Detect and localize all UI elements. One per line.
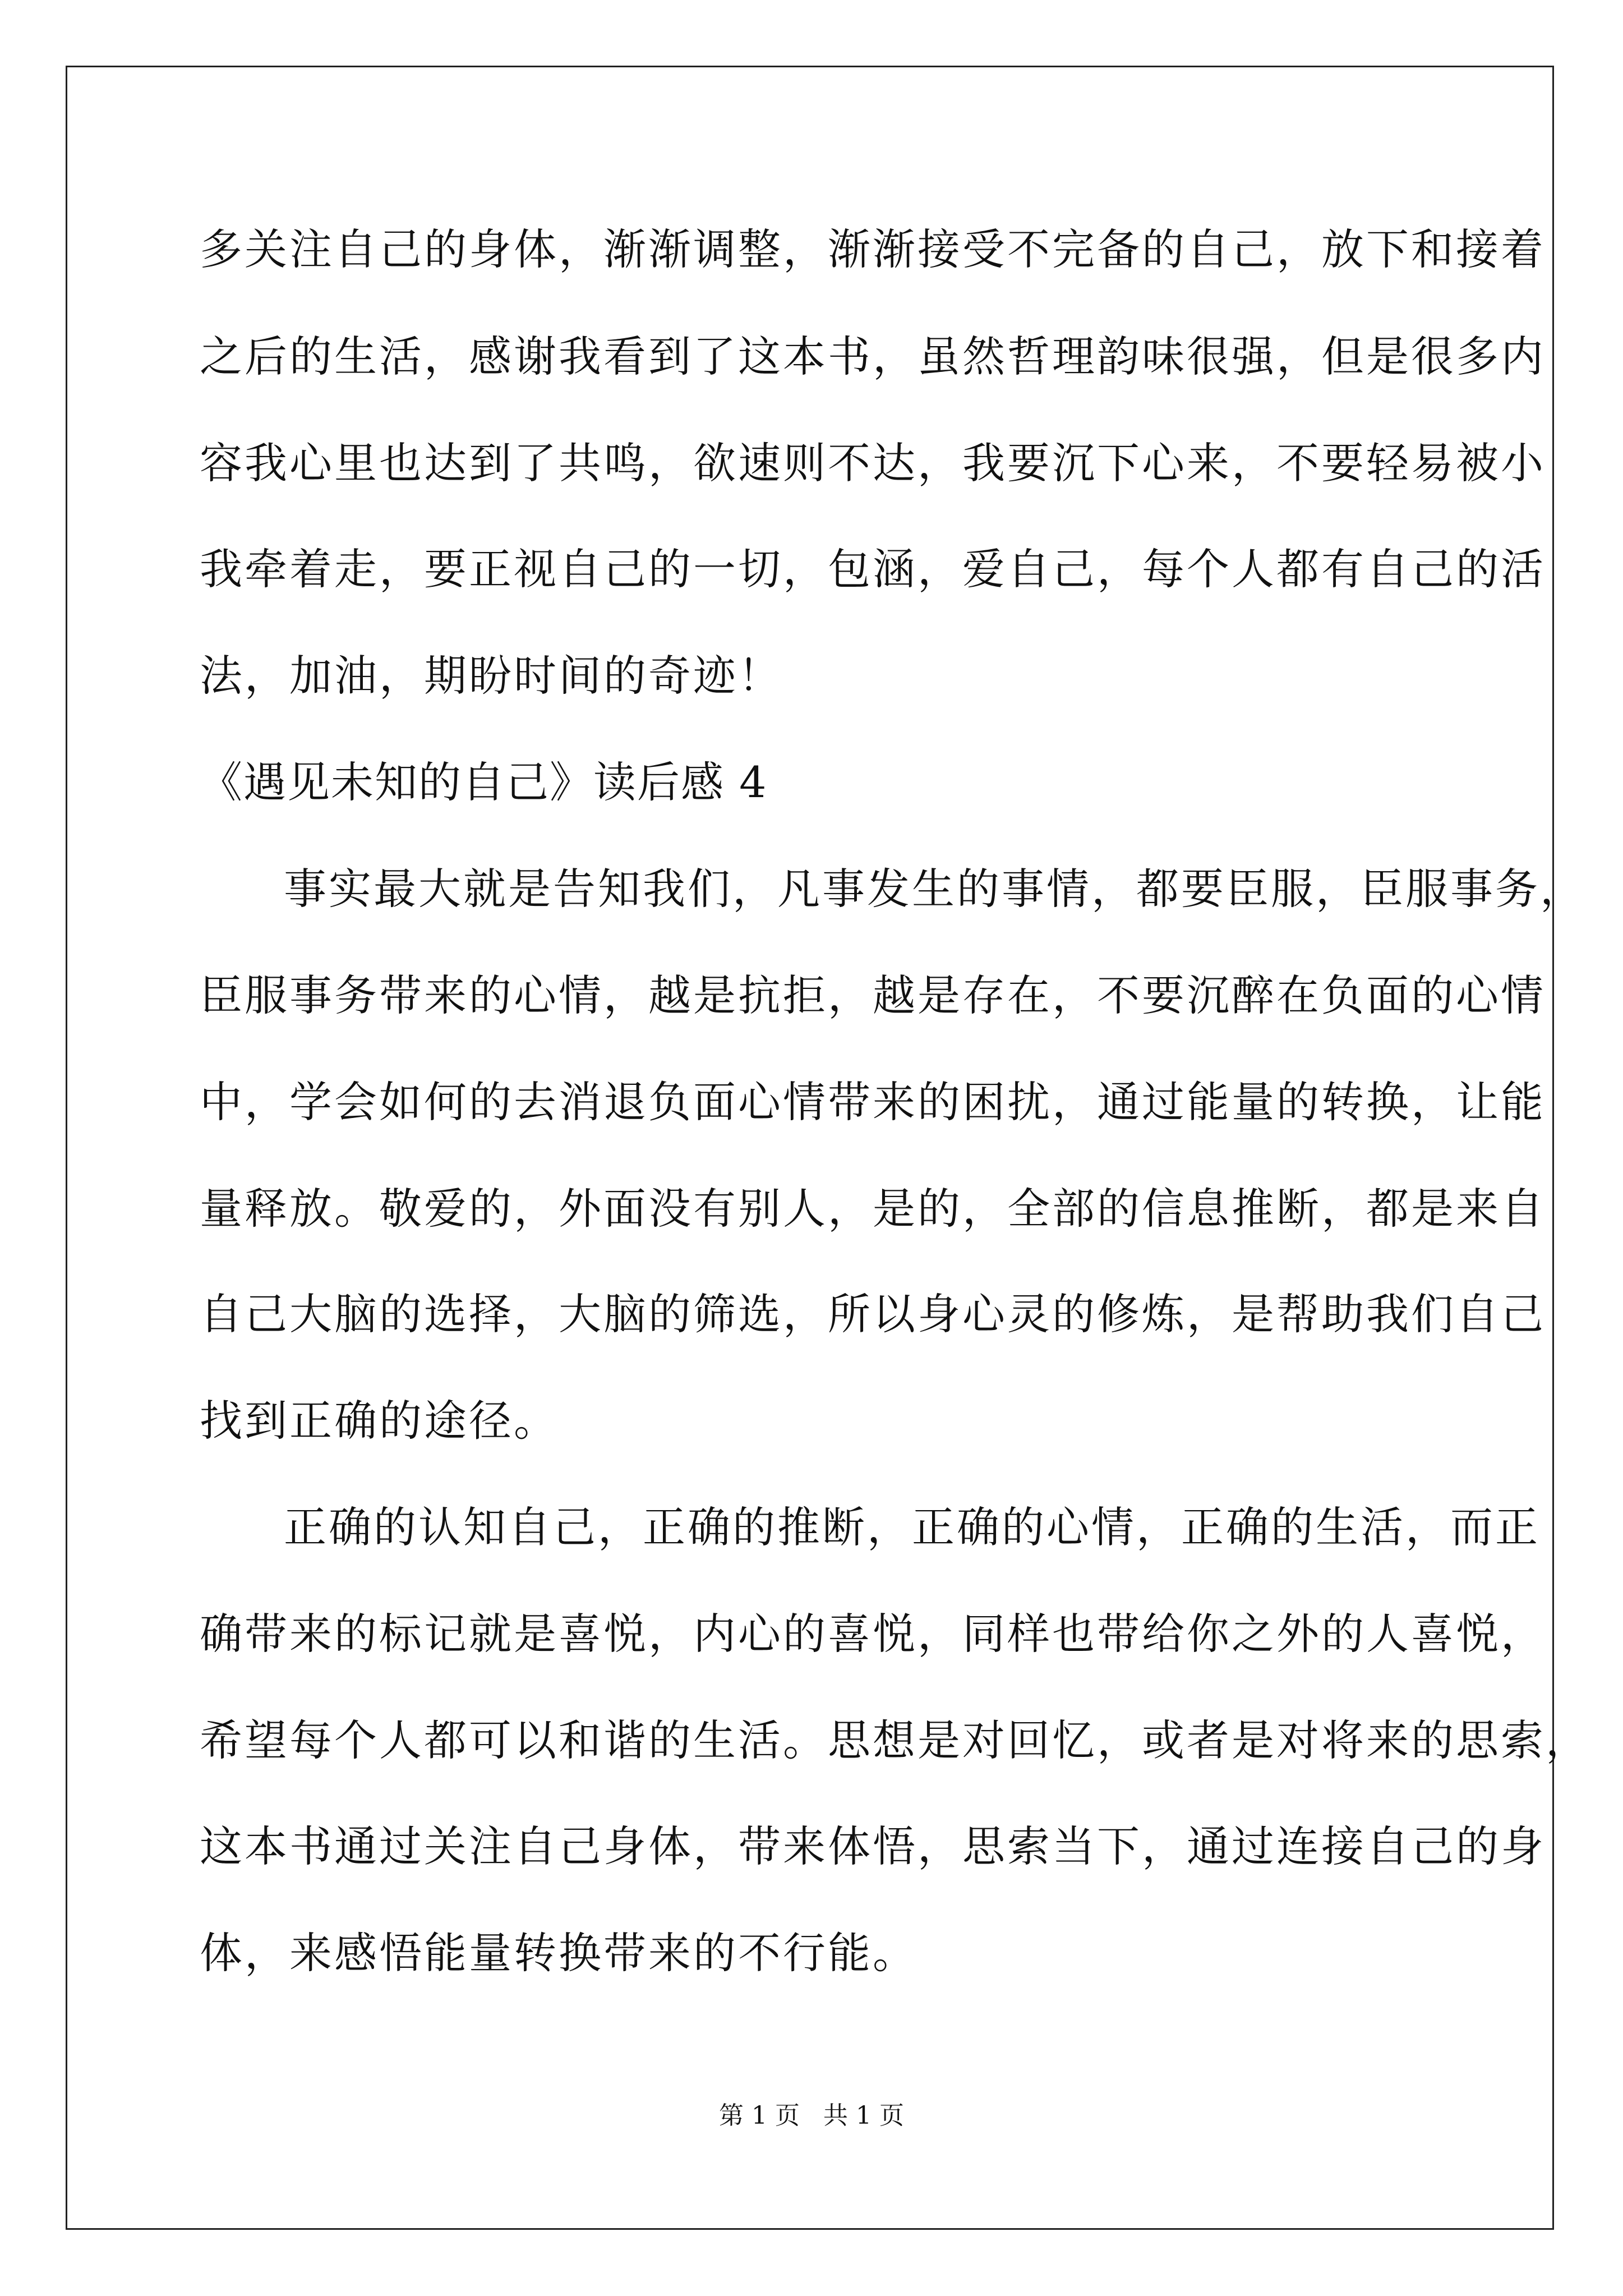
text-line: 自己大脑的选择，大脑的筛选，所以身心灵的修炼，是帮助我们自己 [200, 1289, 1546, 1339]
text-line: 我牵着走，要正视自己的一切，包涵，爱自己，每个人都有自己的活 [200, 544, 1546, 594]
text-line: 事实最大就是告知我们，凡事发生的事情，都要臣服，臣服事务， [284, 864, 1585, 914]
text-line: 正确的认知自己，正确的推断，正确的心情，正确的生活，而正 [284, 1502, 1540, 1552]
text-line: 量释放。敬爱的，外面没有别人，是的，全部的信息推断，都是来自 [200, 1184, 1546, 1234]
page-footer: 第 1 页 共 1 页 [719, 2101, 904, 2130]
text-line: 找到正确的途径。 [200, 1396, 559, 1446]
text-line: 容我心里也达到了共鸣，欲速则不达，我要沉下心来，不要轻易被小 [200, 438, 1546, 488]
text-line: 之后的生活，感谢我看到了这本书，虽然哲理韵味很强，但是很多内 [200, 332, 1546, 381]
section-heading: 《遇见未知的自己》读后感 4 [200, 757, 768, 807]
text-line: 体，来感悟能量转换带来的不行能。 [200, 1928, 917, 1978]
text-line: 臣服事务带来的心情，越是抗拒，越是存在，不要沉醉在负面的心情 [200, 970, 1546, 1020]
text-line: 中，学会如何的去消退负面心情带来的困扰，通过能量的转换，让能 [200, 1077, 1546, 1127]
text-line: 这本书通过关注自己身体，带来体悟，思索当下，通过连接自己的身 [200, 1821, 1546, 1871]
text-line: 多关注自己的身体，渐渐调整，渐渐接受不完备的自己，放下和接着 [200, 224, 1546, 274]
text-line: 法，加油，期盼时间的奇迹！ [200, 651, 783, 701]
page-border [66, 66, 1554, 2230]
text-line: 确带来的标记就是喜悦，内心的喜悦，同样也带给你之外的人喜悦， [200, 1609, 1546, 1659]
text-line: 希望每个人都可以和谐的生活。思想是对回忆，或者是对将来的思索， [200, 1715, 1590, 1765]
